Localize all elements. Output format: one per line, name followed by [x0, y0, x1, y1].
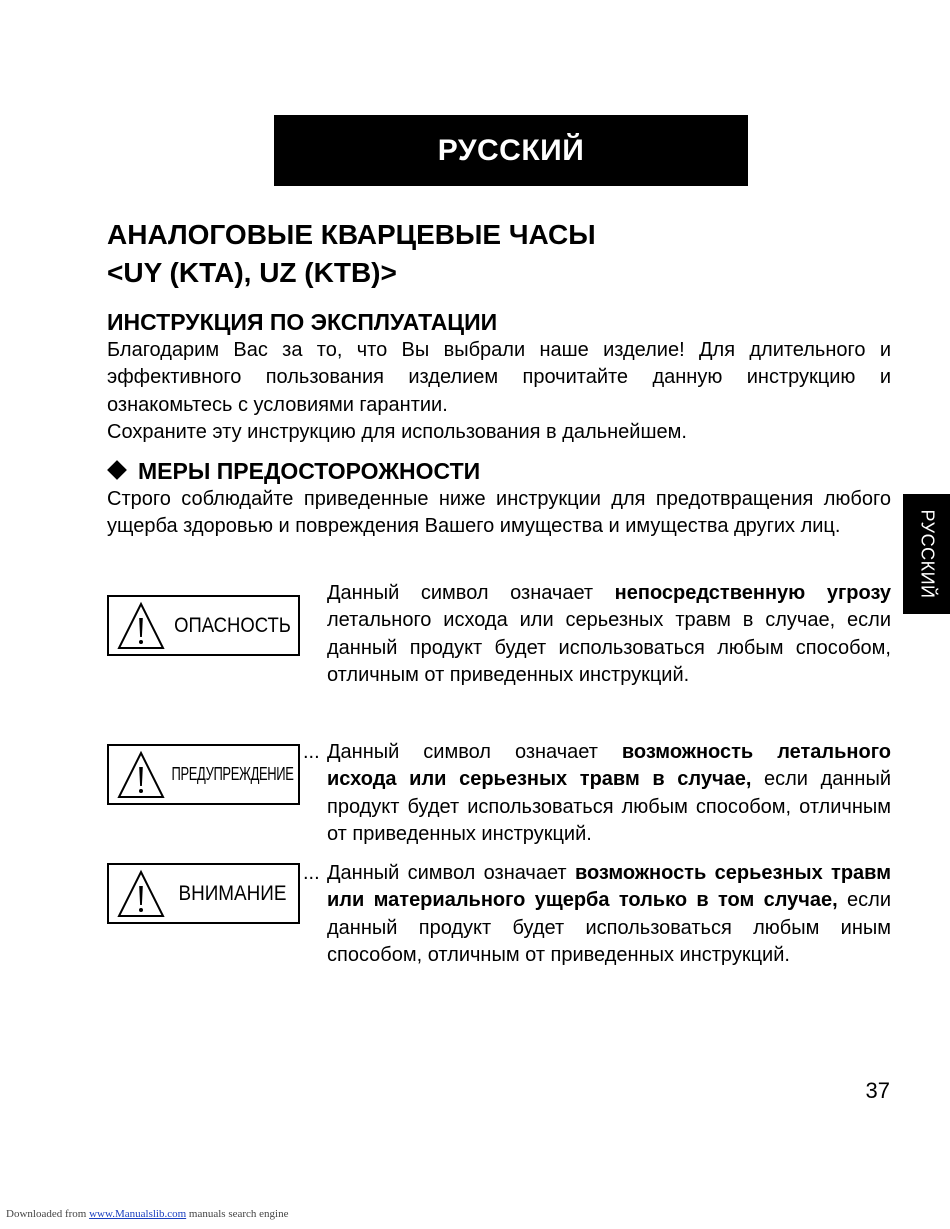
caution-leader-dots: ... [303, 862, 320, 884]
footer-prefix: Downloaded from [6, 1208, 90, 1220]
danger-desc-emphasis: непосредственную угрозу [614, 582, 892, 604]
warning-description [327, 739, 891, 848]
precautions-heading [107, 457, 480, 485]
page-title [107, 216, 897, 292]
caution-desc-emphasis: возможность серьезных травм или материального ущерба только в том случае, [327, 862, 891, 912]
warning-sign [107, 744, 300, 805]
danger-desc-end: летального исхода или серьезных травм в случае, если данный продукт будет использоваться любым способом, отличным от приведенных инструкций. [327, 609, 891, 686]
title-line-1: АНАЛОГОВЫЕ КВАРЦЕВЫЕ ЧАСЫ [107, 219, 596, 250]
warning-desc-emphasis: возможность летального исхода или серьезных травм в случае, [327, 741, 891, 791]
diamond-icon [107, 460, 127, 480]
language-banner [274, 115, 748, 186]
precautions-intro: Строго соблюдайте приведенные ниже инструкции для предотвращения любого ущерба здоровью и повреждения Вашего имущества и имущества других лиц. [107, 488, 891, 538]
warning-sign-label: ПРЕДУПРЕЖДЕНИЕ [171, 764, 294, 784]
danger-desc-start: Данный символ означает [327, 582, 615, 604]
keep-paragraph: Сохраните эту инструкцию для использования в дальнейшем. [107, 421, 687, 443]
caution-description [327, 860, 891, 969]
warning-desc-start: Данный символ означает [327, 741, 622, 763]
warning-desc-end: если данный продукт будет использоваться любым способом, отличным от приведенных инструкций. [327, 768, 891, 845]
language-banner-label: РУССКИЙ [437, 133, 585, 167]
warning-leader-dots: ... [303, 741, 320, 763]
side-tab-label: РУССКИЙ [917, 509, 937, 599]
warning-triangle-icon [116, 601, 166, 651]
danger-description [327, 580, 891, 689]
warning-triangle-icon [116, 750, 166, 800]
caution-desc-start: Данный символ означает [327, 862, 575, 884]
title-line-2: <UY (KTA), UZ (KTB)> [107, 257, 397, 288]
caution-sign [107, 863, 300, 924]
danger-sign [107, 595, 300, 656]
side-language-tab[interactable] [903, 494, 950, 614]
thanks-paragraph: Благодарим Вас за то, что Вы выбрали наше изделие! Для длительного и эффективного пользования изделием прочитайте данную инструкцию и ознакомьтесь с условиями гарантии. [107, 339, 891, 416]
danger-sign-label: ОПАСНОСТЬ [174, 613, 291, 637]
instructions-heading: ИНСТРУКЦИЯ ПО ЭКСПЛУАТАЦИИ [107, 309, 498, 335]
footer-suffix: manuals search engine [186, 1208, 289, 1220]
download-footer [6, 1208, 288, 1220]
page-number: 37 [865, 1078, 890, 1103]
caution-sign-label: ВНИМАНИЕ [178, 881, 287, 905]
caution-desc-end: если данный продукт будет использоваться любым иным способом, отличным от приведенных инструкций. [327, 889, 892, 966]
precautions-heading-text: МЕРЫ ПРЕДОСТОРОЖНОСТИ [138, 458, 481, 484]
warning-triangle-icon [116, 869, 166, 919]
manualslib-link[interactable]: www.Manualslib.com [89, 1208, 187, 1220]
